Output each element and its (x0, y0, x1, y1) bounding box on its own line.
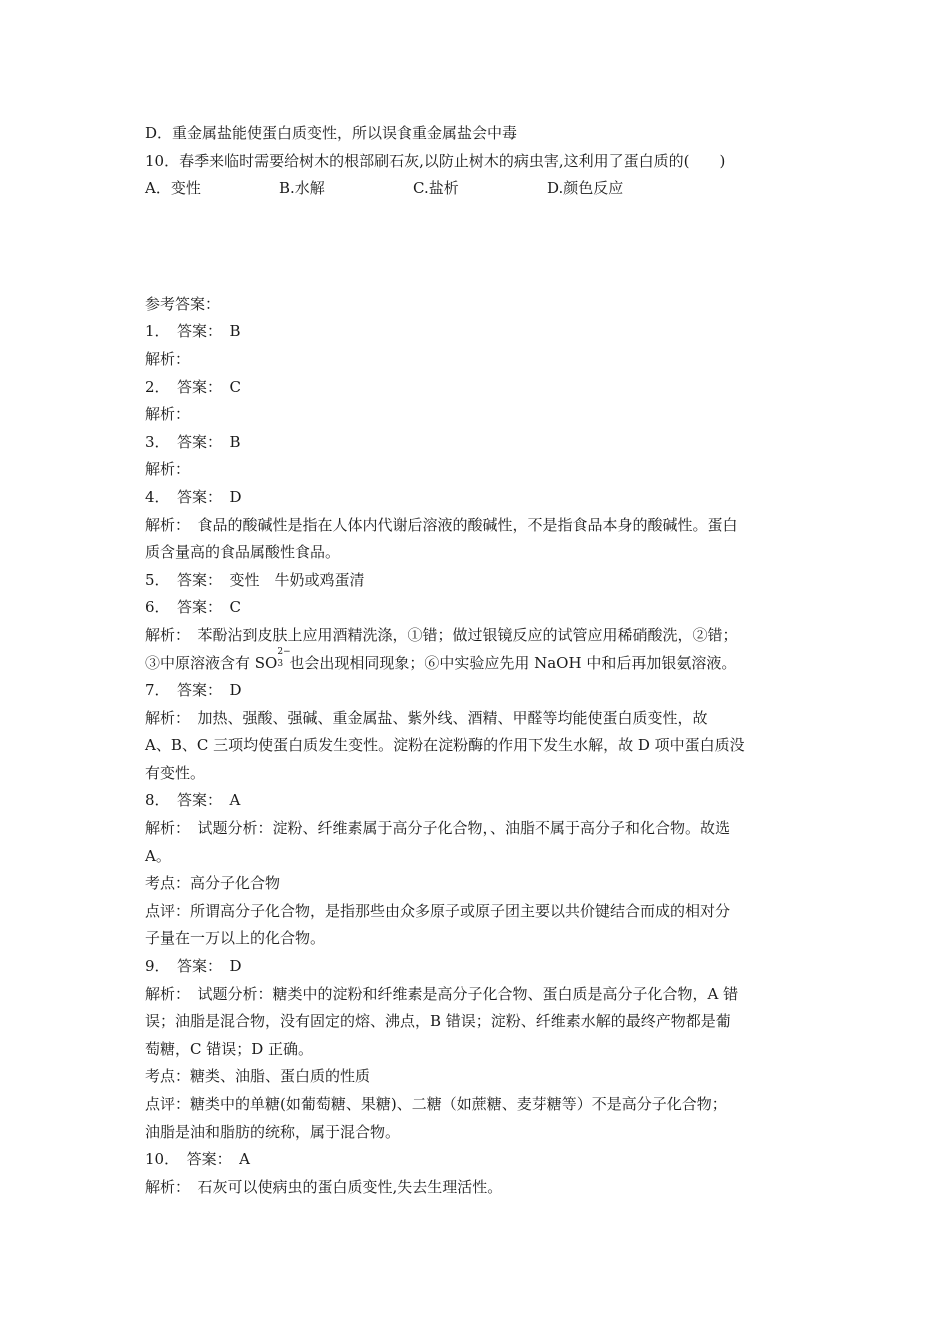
answer-line: 3． 答案： B (145, 432, 241, 451)
answer-line: 解析： 苯酚沾到皮肤上应用酒精洗涤，①错；做过银镜反应的试管应用稀硝酸洗，②错； (145, 625, 738, 644)
answer-line: 7． 答案： D (145, 681, 242, 700)
answer-line-so3: ③中原溶液含有 SO 2− 3 也会出现相同现象；⑥中实验应先用 NaOH 中和后再加银氨溶液。 (145, 646, 737, 672)
answer-line: 点评：所谓高分子化合物，是指那些由众多原子或原子团主要以共价键结合而成的相对分 (145, 901, 731, 920)
answer-line: 有变性。 (145, 763, 206, 782)
answer-line: 10． 答案： A (145, 1150, 250, 1169)
answer-line: 质含量高的食品属酸性食品。 (145, 543, 341, 562)
answer-line: 1． 答案： B (145, 322, 241, 341)
option-b: B.水解 (279, 179, 325, 198)
answer-line: 解析： 加热、强酸、强碱、重金属盐、紫外线、酒精、甲醛等均能使蛋白质变性，故 (145, 708, 708, 727)
question-9-option-d: D．重金属盐能使蛋白质变性，所以误食重金属盐会中毒 (145, 124, 518, 142)
answer-line: 考点：高分子化合物 (145, 874, 281, 893)
answer-line: 8． 答案： A (145, 791, 241, 810)
option-d: D.颜色反应 (547, 179, 624, 198)
answer-line: A。 (145, 846, 171, 865)
question-10-options (145, 175, 810, 203)
answer-line: 解析： (145, 349, 191, 368)
answer-line: 解析： (145, 460, 191, 479)
option-a: A．变性 (145, 179, 201, 198)
document-page (145, 120, 810, 1201)
answers-list-part1 (145, 318, 810, 649)
answer-line: 解析： 石灰可以使病虫的蛋白质变性,失去生理活性。 (145, 1177, 503, 1196)
answer-line: 6． 答案： C (145, 598, 242, 617)
answer-line: 考点：糖类、油脂、蛋白质的性质 (145, 1067, 371, 1086)
answer-line: 解析： 食品的酸碱性是指在人体内代谢后溶液的酸碱性，不是指食品本身的酸碱性。蛋白 (145, 515, 738, 534)
option-c: C.盐析 (413, 179, 459, 198)
answer-line: 解析： 试题分析：淀粉、纤维素属于高分子化合物，、油脂不属于高分子和化合物。故选 (145, 819, 731, 838)
answers-list-part2 (145, 677, 810, 1201)
answer-line: 点评：糖类中的单糖(如葡萄糖、果糖)、二糖（如蔗糖、麦芽糖等）不是高分子化合物； (145, 1095, 727, 1113)
answer-line: 5． 答案： 变性 牛奶或鸡蛋清 (145, 570, 365, 589)
answer-line: 9． 答案： D (145, 957, 242, 976)
question-10-stem: 10．春季来临时需要给树木的根部刷石灰,以防止树木的病虫害,这利用了蛋白质的( ) (145, 151, 726, 170)
spacer (145, 203, 810, 291)
answer-line: 子量在一万以上的化合物。 (145, 929, 326, 948)
answer-line: A、B、C 三项均使蛋白质发生变性。淀粉在淀粉酶的作用下发生水解，故 D 项中蛋白质没 (145, 736, 745, 755)
answer-line: 4． 答案： D (145, 487, 242, 506)
answers-heading: 参考答案： (145, 294, 221, 313)
answer-line: 萄糖，C 错误；D 正确。 (145, 1039, 314, 1058)
answer-line: 2． 答案： C (145, 377, 242, 396)
answer-line: 解析： (145, 405, 191, 424)
answer-line: 解析： 试题分析：糖类中的淀粉和纤维素是高分子化合物、蛋白质是高分子化合物，A 错 (145, 984, 739, 1003)
answer-line: 误；油脂是混合物，没有固定的熔、沸点，B 错误；淀粉、纤维素水解的最终产物都是葡 (145, 1012, 731, 1031)
answer-line: 油脂是油和脂肪的统称，属于混合物。 (145, 1122, 401, 1141)
